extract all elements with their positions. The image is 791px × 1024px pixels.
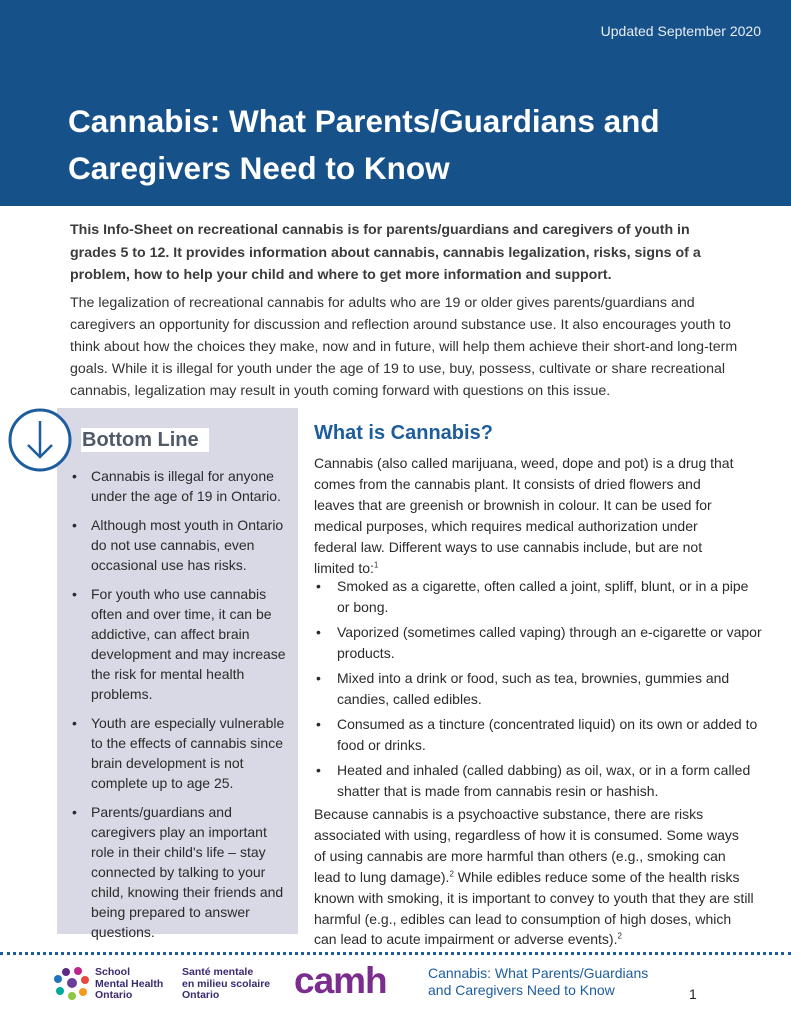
intro-paragraph: The legalization of recreational cannabis for adults who are 19 or older gives parents/guardians and caregivers an opportunity for discussion and reflection around substance use. It also encourages youth to think about how the choices they make, now and in future, will help them achieve their short-and long-term goals. While it is illegal for youth under the age of 19 to use, buy, possess, cultivate or share recreational cannabis, legalization may result in youth coming forward with questions on this issue. <box>70 295 738 400</box>
footnote-ref: 1 <box>373 559 379 569</box>
list-item: • For youth who use cannabis often and over time, it can be addictive, can affect brain development and may increase the risk for mental health problems. <box>71 584 293 704</box>
school-mental-health-ontario-logo-icon <box>54 966 90 1000</box>
intro-summary: This Info-Sheet on recreational cannabis is for parents/guardians and caregivers of youth in grades 5 to 12. It provides information about cannabis, cannabis legalization, risks, signs of a problem, how to help your child and where to get more information and support. <box>70 222 701 283</box>
list-item: • Cannabis is illegal for anyone under the age of 19 in Ontario. <box>71 466 293 506</box>
logo-text-french: Santé mentale en milieu scolaire Ontario <box>182 966 271 1001</box>
risks-paragraph: Because cannabis is a psychoactive substance, there are risks associated with using, regardless of how it is consumed. Some ways of using cannabis are more harmful than others (e.g., smoking can lead to lung damage).$^2$ While edibles reduce some of the health risks known with smoking, it is important to convey to youth that they are still harmful (e.g., edibles can lead to consumption of high doses, which can lead to acute impairment or adverse events).$^2$ <box>314 806 754 948</box>
footnote-ref: 2 <box>449 869 454 879</box>
use-methods-list <box>314 576 764 806</box>
camh-logo: camh <box>294 960 387 1001</box>
footer-document-title: Cannabis: What Parents/Guardians and Caregivers Need to Know <box>428 965 649 998</box>
list-item: • Smoked as a cigarette, often called a joint, spliff, blunt, or in a pipe or bong. <box>314 576 764 618</box>
updated-date: Updated September 2020 <box>600 23 761 39</box>
list-item: • Youth are especially vulnerable to the effects of cannabis since brain development is not complete up to age 25. <box>71 713 293 793</box>
bottom-line-list <box>71 466 293 951</box>
page-title: Cannabis: What Parents/Guardians and Caregivers Need to Know <box>68 103 660 186</box>
cannabis-definition-paragraph: Cannabis (also called marijuana, weed, dope and pot) is a drug that comes from the cannabis plant. It consists of dried flowers and leaves that are greenish or brownish in colour. It can be used for medical purposes, which requires medical authorization under federal law. Different ways to use cannabis include, but are not limited to:$^1$ <box>314 455 734 576</box>
footnote-ref: 2 <box>617 931 622 941</box>
section-title: What is Cannabis? <box>314 422 493 444</box>
logo-text-english: School Mental Health Ontario <box>95 966 164 1001</box>
list-item: • Mixed into a drink or food, such as tea, brownies, gummies and candies, called edibles. <box>314 668 764 710</box>
list-item: • Although most youth in Ontario do not use cannabis, even occasional use has risks. <box>71 515 293 575</box>
page-number: 1 <box>689 986 697 1002</box>
list-item: • Consumed as a tincture (concentrated liquid) on its own or added to food or drinks. <box>314 714 764 756</box>
list-item: • Parents/guardians and caregivers play an important role in their child's life – stay connected by talking to your child, knowing their friends and being prepared to answer questions. <box>71 802 293 942</box>
down-arrow-circle-icon <box>2 406 78 474</box>
list-item: • Vaporized (sometimes called vaping) through an e-cigarette or vapor products. <box>314 622 764 664</box>
footer-divider <box>0 952 791 955</box>
bottom-line-heading: Bottom Line <box>81 428 209 452</box>
list-item: • Heated and inhaled (called dabbing) as oil, wax, or in a form called shatter that is made from cannabis resin or hashish. <box>314 760 764 802</box>
